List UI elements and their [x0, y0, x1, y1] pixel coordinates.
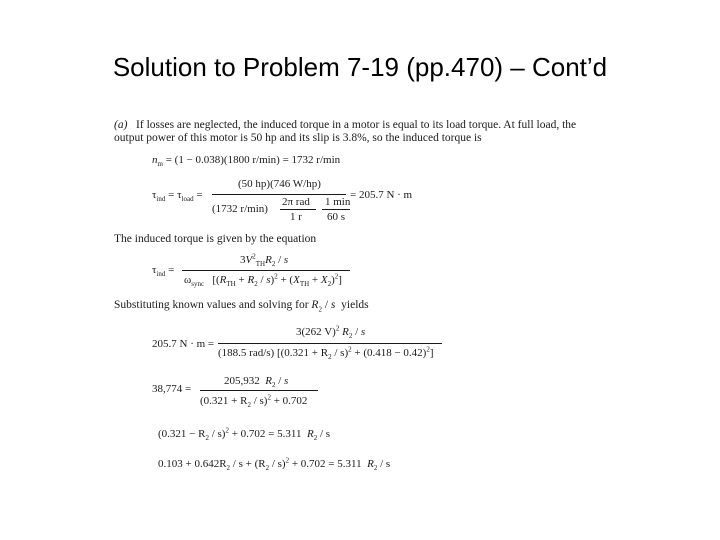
general-torque-numerator: $3V^2_{TH}R_2$ / s	[240, 252, 289, 269]
torque-lhs: $\tau_{ind} = \tau_{load}$ =	[152, 189, 203, 204]
general-torque-bar	[182, 270, 350, 271]
speed-equation: $n_m = (1 - 0.038)(1800$ r/min) = 1732 r/min	[152, 154, 341, 169]
eq5-lhs: 38,774 =	[152, 383, 192, 395]
torque-numerator: (50 hp)(746 W/hp)	[238, 178, 321, 190]
eq4-numerator: 3(262 V)$^2$ $R_2$ / s	[296, 324, 366, 341]
eq4-denominator: (188.5 rad/s) $[(0.321 + R_2 / s)^2 + (0.418 - 0.42)^2]$	[218, 345, 434, 362]
substituting-text: Substituting known values and solving for $R_2$ / s yields	[114, 299, 369, 314]
part-a-line-2: output power of this motor is 50 hp and its slip is 3.8%, so the induced torque is	[114, 132, 482, 144]
torque-fraction-bar	[212, 194, 346, 195]
general-torque-lhs: $\tau_{ind}$ =	[152, 264, 175, 279]
torque-den-frac2-bot: 60 s	[327, 211, 346, 223]
torque-den-frac1-bar	[280, 209, 316, 210]
torque-den-frac2-top: 1 min	[325, 196, 351, 208]
induced-torque-text: The induced torque is given by the equation	[114, 233, 317, 245]
slide-title: Solution to Problem 7-19 (pp.470) – Cont’d	[112, 52, 608, 82]
torque-result: = 205.7 N · m	[350, 189, 413, 201]
general-torque-denominator: $\omega_{sync}$ $[(R_{TH} + R_2 / s)^2 + (X_{TH} + X_2)^2]$	[184, 272, 342, 289]
part-a-line-1: (a) If losses are neglected, the induced torque in a motor is equal to its load torque. At full load, the	[114, 119, 577, 131]
eq7: $0.103 + 0.642R_2 / s + (R_2 / s)^2 + 0.702 = 5.311$ $R_2$ / s	[158, 456, 391, 473]
eq6: $(0.321 - R_2 / s)^2 + 0.702 = 5.311$ $R_2$ / s	[158, 426, 331, 443]
torque-den-frac2-bar	[322, 209, 350, 210]
eq4-lhs: 205.7 N · m =	[152, 338, 215, 350]
torque-den-speed: (1732 r/min)	[212, 203, 268, 215]
torque-den-frac1-top: 2π rad	[282, 196, 310, 208]
eq5-bar	[200, 390, 318, 391]
eq4-bar	[218, 343, 442, 344]
eq5-numerator: 205,932 $R_2$ / s	[224, 375, 289, 390]
eq5-denominator: $(0.321 + R_2 / s)^2 + 0.702$	[200, 393, 308, 410]
torque-den-frac1-bot: 1 r	[290, 211, 302, 223]
